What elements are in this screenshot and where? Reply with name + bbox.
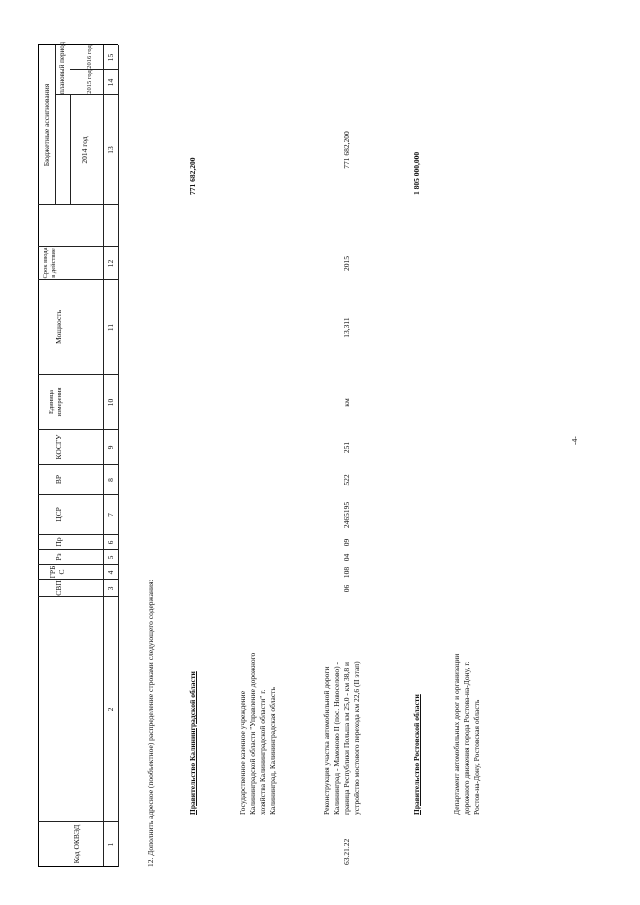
- kaliningrad-rz: 04: [342, 553, 351, 562]
- table-top-border: [38, 45, 39, 867]
- header-rz: Рз: [54, 553, 63, 561]
- kaliningrad-project-line-4: устройство мостового перехода км 22,6 (II этап): [352, 661, 361, 815]
- colnum-4: 4: [106, 570, 115, 575]
- header-svp: СВП: [54, 580, 63, 596]
- kaliningrad-amount: 771 682,200: [342, 131, 351, 169]
- rostov-org-line-2: дорожного движения города Ростова-на-Дону, г.: [462, 661, 471, 815]
- header-power: Мощность: [54, 310, 63, 344]
- colnum-3: 3: [106, 586, 115, 591]
- colnum-10: 10: [106, 398, 115, 407]
- header-vr: ВР: [54, 474, 63, 485]
- colnum-13: 13: [106, 146, 115, 154]
- kaliningrad-org-line-4: Калининград, Калининградская область: [268, 687, 277, 815]
- kaliningrad-org-line-3: хозяйства Калининградской области" г.: [258, 689, 267, 815]
- header-csr: ЦСР: [54, 507, 63, 522]
- header-kosgu: КОСГУ: [54, 434, 63, 460]
- kaliningrad-kosgu: 251: [342, 441, 351, 454]
- header-2016: 2016 год: [86, 45, 93, 69]
- planned-subheader-line: [70, 95, 71, 205]
- colnum-8: 8: [106, 478, 115, 482]
- kaliningrad-project-line-2: Калининград - Мамоново II (пос. Новоселово) -: [332, 661, 341, 815]
- header-pr: Пр: [54, 537, 63, 547]
- kaliningrad-term: 2015: [342, 256, 351, 271]
- kaliningrad-org-line-1: Государственное казенное учреждение: [238, 690, 247, 815]
- colnum-7: 7: [106, 513, 115, 517]
- kaliningrad-svp: 06: [342, 584, 351, 593]
- header-grbs: ГРБ С: [48, 565, 67, 579]
- colnum-5: 5: [106, 555, 115, 560]
- colnum-1: 1: [106, 842, 115, 847]
- kaliningrad-power: 13,311: [342, 317, 351, 338]
- kaliningrad-grbs: 108: [342, 566, 351, 579]
- header-term: Срок ввода в действие: [42, 247, 58, 279]
- header-2014: 2014 год: [80, 136, 89, 164]
- table-numbers-bottom: [118, 45, 119, 867]
- rostov-total: 1 805 000,000: [412, 151, 421, 195]
- header-planned: плановый период: [58, 41, 66, 94]
- budget-subheader-line: [55, 45, 56, 205]
- kaliningrad-csr: 2465195: [342, 501, 351, 529]
- colnum-12: 12: [106, 259, 115, 268]
- rostov-org-line-3: Ростов-на-Дону, Ростовская область: [472, 699, 481, 815]
- intro-text: 12. Дополнить адресное (пообъектное) распределение строками следующего содержания:: [146, 579, 155, 867]
- header-budget: Бюджетные ассигнования: [42, 83, 51, 167]
- kaliningrad-unit: км: [342, 398, 351, 407]
- kaliningrad-project-line-3: граница Республики Польша км 25,0 - км 38,8 и: [342, 661, 351, 815]
- rostov-heading: Правительство Ростовской области: [412, 694, 421, 815]
- kaliningrad-vr: 522: [342, 474, 351, 486]
- header-unit: Единица измерения: [48, 387, 64, 417]
- kaliningrad-total: 771 682,200: [188, 157, 197, 195]
- header-okved: Код ОКВЭД: [72, 824, 81, 864]
- rostov-org-line-1: Департамент автомобильных дорог и организации: [452, 653, 461, 815]
- colnum-2: 2: [106, 707, 115, 712]
- colnum-14: 14: [106, 78, 115, 87]
- colnum-11: 11: [106, 323, 115, 332]
- page-number: -4-: [570, 436, 579, 445]
- table-header-bottom: [103, 45, 104, 867]
- kaliningrad-project-line-1: Реконструкция участка автомобильной дороги: [322, 666, 331, 815]
- header-2015: 2015 год: [86, 70, 93, 94]
- kaliningrad-heading: Правительство Калининградской области: [188, 671, 197, 815]
- kaliningrad-okved: 63.21.22: [342, 838, 351, 865]
- colnum-15: 15: [106, 53, 115, 62]
- kaliningrad-pr: 09: [342, 538, 351, 547]
- colnum-6: 6: [106, 540, 115, 545]
- kaliningrad-org-line-2: Калининградской области "Управление дорожного: [248, 652, 257, 815]
- colnum-9: 9: [106, 445, 115, 450]
